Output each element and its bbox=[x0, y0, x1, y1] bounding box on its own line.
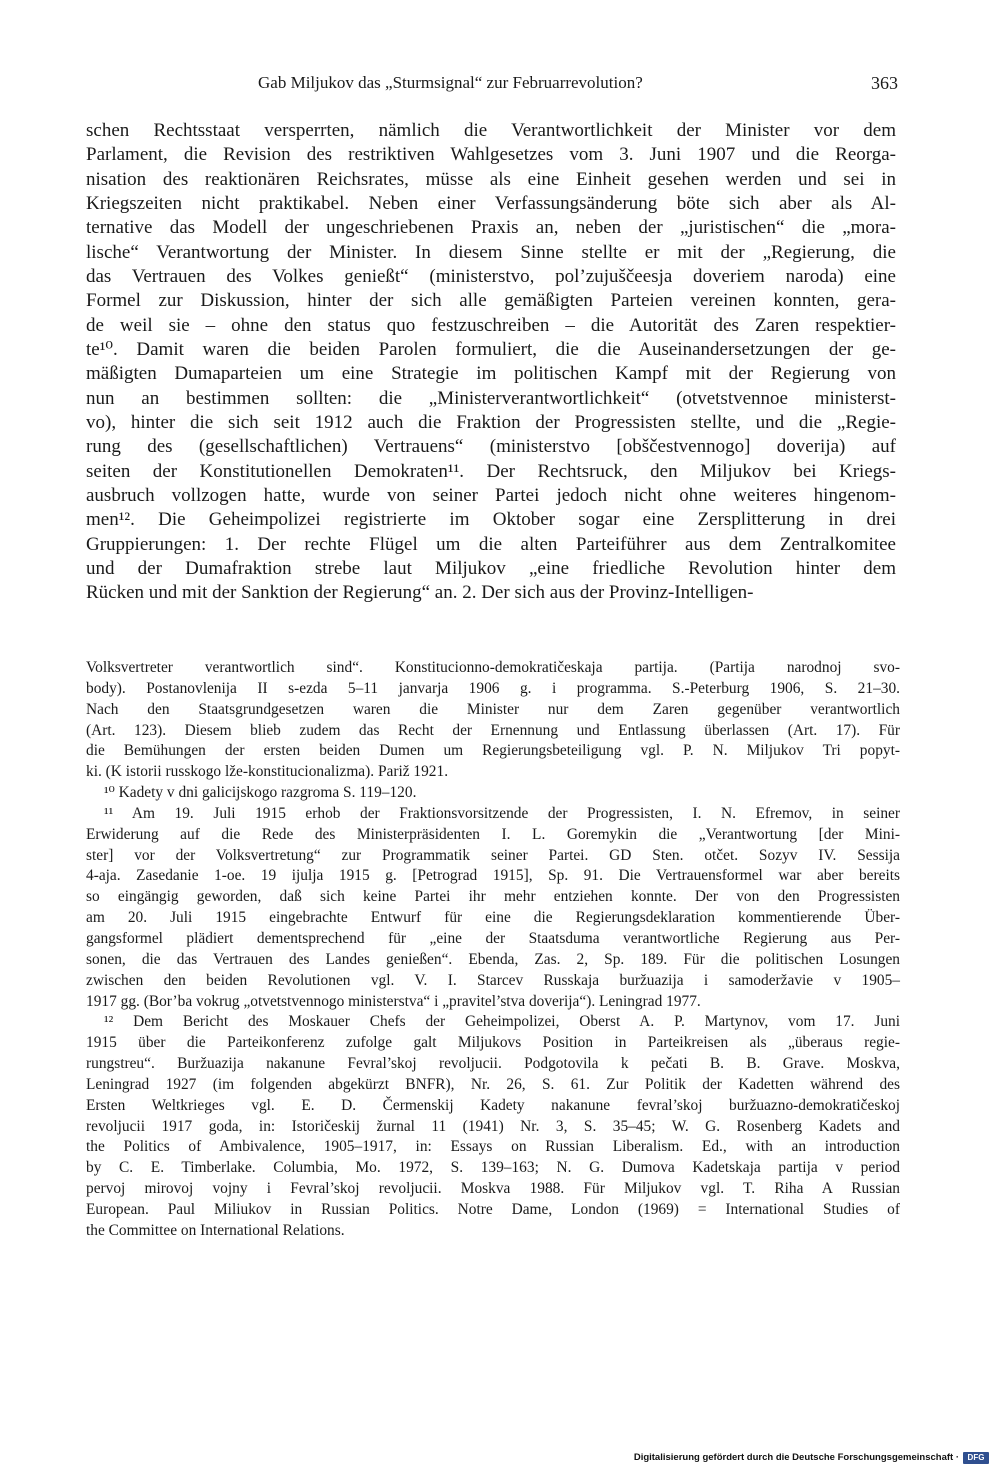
footnote-line: 1915 über die Parteikonferenz zufolge galt Miljukovs Position in Parteikreisen als „überaus regie- bbox=[86, 1034, 900, 1052]
footnote-line: Ersten Weltkrieges vgl. E. D. Čermenskij Kadety nakanune fevral’skoj buržuazno-demokratičeskoj bbox=[86, 1096, 900, 1114]
footnotes bbox=[86, 658, 900, 1242]
footnote-line: pervoj mirovoj vojny i Fevral’skoj revoljucii. Moskva 1988. Für Miljukov vgl. T. Riha A Russian bbox=[86, 1180, 900, 1198]
footnote-line: zwischen den beiden Revolutionen vgl. V. I. Starcev Russkaja buržuazija i samoderžavie v 1905– bbox=[86, 971, 900, 989]
page-number: 363 bbox=[871, 73, 898, 93]
footnote-line: so eingängig geworden, daß sich keine Partei ihr mehr entziehen konnte. Der von den Progressisten bbox=[86, 888, 900, 906]
footnote-line: 4-aja. Zasedanie 1-oe. 19 ijulja 1915 g. [Petrograd 1915], Sp. 91. Die Vertrauensformel war aber bereits bbox=[86, 867, 900, 885]
body-line: ausbruch vollzogen hatte, wurde von seiner Partei jedoch nicht ohne weiteres hingenom- bbox=[86, 484, 896, 506]
body-line: Kriegszeiten nicht praktikabel. Neben einer Verfassungsänderung böte sich aber als Al- bbox=[86, 192, 896, 214]
footnote-11: ¹¹ Am 19. Juli 1915 erhob der Fraktionsvorsitzende der Progressisten, I. N. Efremov, in seiner bbox=[104, 804, 900, 822]
footnote-line: ster] vor der Volksvertretung“ zur Programmatik seiner Partei. GD Sten. otčet. Sozyv IV. Sessija bbox=[86, 846, 900, 864]
footnote-line: by C. E. Timberlake. Columbia, Mo. 1972, S. 139–163; N. G. Dumova Kadetskaja partija v period bbox=[86, 1159, 900, 1177]
footnote-line: revoljucii 1917 goda, in: Istoričeskij žurnal 11 (1941) Nr. 3, S. 35–45; W. G. Rosenberg Kadets and bbox=[86, 1117, 900, 1135]
body-line: nun an bestimmen sollten: die „Ministerverantwortlichkeit“ (otvetstvennoe ministerst- bbox=[86, 387, 896, 409]
footnote-line: body). Postanovlenija II s-ezda 5–11 janvarja 1906 g. i programma. S.-Peterburg 1906, S. 21–30. bbox=[86, 679, 900, 697]
footnote-line: (Art. 123). Diesem blieb zudem das Recht der Ernennung und Entlassung überlassen (Art. 17). Für bbox=[86, 721, 900, 739]
footnote-10: ¹⁰ Kadety v dni galicijskogo razgroma S. 119–120. bbox=[104, 784, 417, 802]
body-line: te¹⁰. Damit waren die beiden Parolen formuliert, die die Auseinandersetzungen der ge- bbox=[86, 338, 896, 360]
footnote-line: Nach den Staatsgrundgesetzen waren die Minister nur dem Zaren gegenüber verantwortlich bbox=[86, 700, 900, 718]
footnote-line: Leningrad 1927 (im folgenden abgekürzt BNFR), Nr. 26, S. 61. Zur Politik der Kadetten während des bbox=[86, 1075, 900, 1093]
credit-text: Digitalisierung gefördert durch die Deutsche Forschungsgemeinschaft · bbox=[633, 1452, 959, 1463]
footnote-line: Volksvertreter verantwortlich sind“. Konstitucionno-demokratičeskaja partija. (Partija narodnoj svo- bbox=[86, 659, 900, 676]
footnote-line: the Politics of Ambivalence, 1905–1917, in: Essays on Russian Liberalism. Ed., with an introduction bbox=[86, 1138, 900, 1156]
footnote-line: gangsformel plädiert dementsprechend für „eine der Staatsduma verantwortliche Regierung aus Per- bbox=[86, 929, 900, 947]
footnote-line: ki. (K istorii russkogo lže-konstitucionalizma). Pariž 1921. bbox=[86, 763, 449, 781]
body-line: de weil sie – ohne den status quo festzuschreiben – die Autorität des Zaren respektier- bbox=[86, 314, 896, 336]
body-line: mäßigten Dumaparteien um eine Strategie im politischen Kampf mit der Regierung von bbox=[86, 363, 896, 385]
footnote-line: the Committee on International Relations. bbox=[86, 1221, 345, 1239]
footnote-line: European. Paul Miliukov in Russian Politics. Notre Dame, London (1969) = International Studies of bbox=[86, 1200, 900, 1218]
footnote-line: 1917 gg. (Bor’ba vokrug „otvetstvennogo ministerstva“ i „pravitel’stva doverija“). Leningrad 1977. bbox=[86, 992, 701, 1010]
footnote-line: sonen, die das Vertrauen des Landes genießen“. Ebenda, Zas. 2, Sp. 189. Für die politischen Losungen bbox=[86, 950, 900, 968]
footnote-line: die Bemühungen der ersten beiden Dumen um Regierungsbeteiligung vgl. P. N. Miljukov Tri popyt- bbox=[86, 742, 900, 760]
body-line: und der Dumafraktion strebe laut Miljukov „eine friedliche Revolution hinter dem bbox=[86, 557, 896, 579]
footnote-line: am 20. Juli 1915 eingebrachte Entwurf für eine die Regierungsdeklaration kommentierende Über- bbox=[86, 909, 900, 927]
footnote-12: ¹² Dem Bericht des Moskauer Chefs der Geheimpolizei, Oberst A. P. Martynov, vom 17. Juni bbox=[104, 1013, 900, 1031]
body-line: schen Rechtsstaat versperrten, nämlich die Verantwortlichkeit der Minister vor dem bbox=[86, 120, 896, 141]
footnote-line: Erwiderung auf die Rede des Ministerpräsidenten I. L. Goremykin die „Verantwortung [der Mini- bbox=[86, 825, 900, 843]
body-text bbox=[86, 119, 896, 606]
body-line: Gruppierungen: 1. Der rechte Flügel um die alten Parteiführer aus dem Zentralkomitee bbox=[86, 533, 896, 555]
body-line: seiten der Konstitutionellen Demokraten¹¹. Der Rechtsruck, den Miljukov bei Kriegs- bbox=[86, 460, 896, 482]
running-head-title: Gab Miljukov das „Sturmsignal“ zur Februarrevolution? bbox=[258, 73, 643, 92]
body-line: das Vertrauen des Volkes genießt“ (ministerstvo, pol’zujuščeesja doveriem naroda) eine bbox=[86, 265, 896, 287]
body-line: nisation des reaktionären Reichsrates, müsse als eine Einheit gesehen werden und sei in bbox=[86, 168, 896, 190]
footnote-line: rungstreu“. Buržuazija nakanune Fevral’skoj revoljucii. Podgotovila k pečati B. B. Grave. Moskva, bbox=[86, 1055, 900, 1073]
dfg-logo: DFG bbox=[963, 1452, 989, 1464]
body-line: Formel zur Diskussion, hinter der sich alle gemäßigten Parteien vereinen konnten, gera- bbox=[86, 290, 896, 312]
body-line: lische“ Verantwortung der Minister. In diesem Sinne stellte er mit der „Regierung, die bbox=[86, 241, 896, 263]
body-line: vo), hinter die sich seit 1912 auch die Fraktion der Progressisten stellte, und die „Regie- bbox=[86, 411, 896, 433]
body-line: rung des (gesellschaftlichen) Vertrauens“ (ministerstvo [obščestvennogo] doverija) auf bbox=[86, 436, 896, 458]
digitization-credit bbox=[611, 1451, 989, 1465]
body-line: Parlament, die Revision des restriktiven Wahlgesetzes vom 3. Juni 1907 und die Reorga- bbox=[86, 144, 896, 166]
body-line: Rücken und mit der Sanktion der Regierung“ an. 2. Der sich aus der Provinz-Intelligen- bbox=[86, 582, 754, 604]
body-line: men¹². Die Geheimpolizei registrierte im Oktober sogar eine Zersplitterung in drei bbox=[86, 509, 896, 531]
body-line: ternative das Modell der ungeschriebenen Praxis an, neben der „juristischen“ die „mora- bbox=[86, 217, 896, 239]
